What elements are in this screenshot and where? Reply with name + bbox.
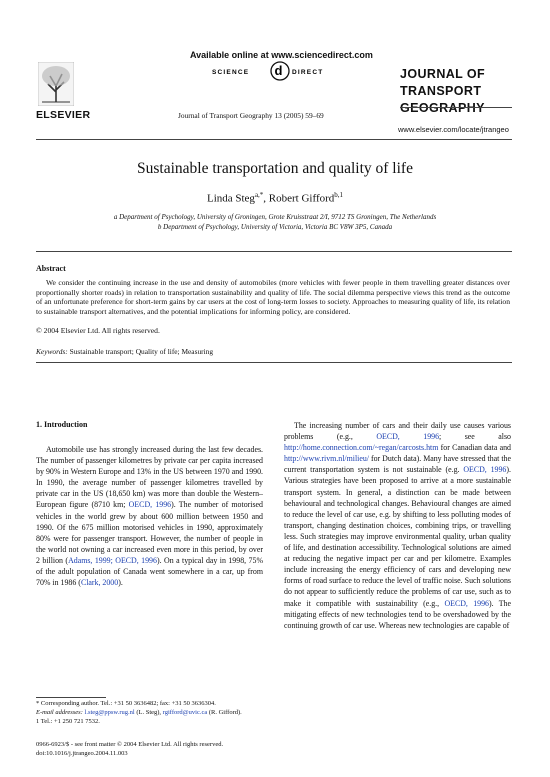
affiliations <box>40 212 510 232</box>
email-link[interactable]: l.steg@ppsw.rug.nl <box>82 709 135 716</box>
citation-link[interactable]: OECD, 1996 <box>128 500 172 510</box>
text-run: for Canadian data and <box>438 443 511 453</box>
text-run: ; see also <box>439 432 511 442</box>
sd-right-text: DIRECT <box>292 69 324 76</box>
sd-left-text: SCIENCE <box>212 69 250 76</box>
citation-link[interactable]: OECD, 1996 <box>376 432 440 442</box>
citation-link[interactable]: OECD, 1996 <box>444 598 489 608</box>
affiliation-a: a Department of Psychology, University of Groningen, Grote Kruisstraat 2/I, 9712 TS Groningen, The Netherlands <box>113 213 437 221</box>
citation-link[interactable]: Adams, 1999; OECD, 1996 <box>68 555 157 565</box>
keywords-label: Keywords: <box>36 347 68 356</box>
header-divider <box>400 107 512 108</box>
text-run: ). The number of motorised vehicles in the world grew by about 600 million between 1950 and 1990. Of the 675 million motorised vehicles in 1990, approximately 80% were for passenger transport. However, the number of people in the world not owning a car increased even more in this period, by over 2 billion ( <box>36 500 263 565</box>
bottom-info <box>36 740 223 758</box>
journal-citation: Journal of Transport Geography 13 (2005) 59–69 <box>178 111 324 120</box>
doi-line[interactable]: doi:10.1016/j.jtrangeo.2004.11.003 <box>36 750 128 757</box>
author-line <box>0 191 550 205</box>
text-run: The increasing number of cars and their daily use causes various problems (e.g., <box>284 421 511 442</box>
paragraph <box>284 420 511 631</box>
text-run: (L. Steg), <box>134 709 163 716</box>
author-separator: , <box>263 192 269 205</box>
abstract-bottom-rule <box>36 362 512 363</box>
abstract-top-rule <box>36 251 512 252</box>
svg-text:d: d <box>274 63 283 78</box>
section-heading: 1. Introduction <box>36 420 88 429</box>
email-label: E-mail addresses: <box>36 709 83 716</box>
abstract-heading: Abstract <box>36 264 66 273</box>
author-marker: a,* <box>254 191 264 199</box>
elsevier-tree-logo <box>38 62 74 106</box>
footnote-1: 1 Tel.: +1 250 721 7532. <box>36 718 100 725</box>
text-run: ). The mitigating effects of new technologies tend to be overshadowed by the continuing growth of car use. Whereas new technologies are capable of <box>284 598 512 630</box>
url-link[interactable]: http://www.rivm.nl/milieu/ <box>284 454 369 464</box>
footnote-corresponding: * Corresponding author. Tel.: +31 50 3636482; fax: +31 50 3636304. <box>36 700 216 707</box>
text-run: ). On a typical day in 1998, 75% of the adult population of Canada went somewhere in a car, up from 70% in 1986 ( <box>36 555 264 588</box>
affiliation-b: b Department of Psychology, University of Victoria, Victoria BC V8W 3P5, Canada <box>157 223 393 231</box>
text-run: ). <box>118 578 123 588</box>
issn-line: 0966-6923/$ - see front matter © 2004 Elsevier Ltd. All rights reserved. <box>36 741 224 748</box>
header-rule <box>36 139 512 140</box>
citation-link[interactable]: OECD, 1996 <box>463 465 507 475</box>
text-run: (R. Gifford). <box>207 709 242 716</box>
abstract-text: We consider the continuing increase in the use and density of automobiles (more vehicles with fewer people in them travelling greater distances over proportionally shorter roads) in relation to transportation sustainability and quality of life. The social dilemma perspective views this trend as the outcome of an unfortunate preference for short-term gains by car users at the cost of long-term losses to society. Approaches to measuring quality of life, its relation to sustainable transport alternatives, and the potential implications for informing policy, are considered. <box>36 278 510 316</box>
footnote-emails <box>36 708 268 717</box>
sciencedirect-logo <box>210 60 350 86</box>
abstract-copyright: © 2004 Elsevier Ltd. All rights reserved. <box>36 326 160 335</box>
right-column <box>284 420 511 631</box>
text-run: ). Various strategies have been proposed to arrive at a more sustainable transport system. In general, a distinction can be made between behavioural and technological changes. Behavioural changes are aimed to reduce the level of car use, e.g. by shifting to less polluting modes of transport, changing destination choices, combining trips, or travelling less. Such strategies may improve environmental quality, urban quality of life, and destination accessibility. Technological solutions are aimed at reducing the negative impact per car and per kilometre. Examples include increasing the energy efficiency of cars and developing new forms of road surface to reduce the level of traffic noise. Such solutions do not appear to sufficiently reduce the problems of car use, such as to make it compatible with sustainability (e.g., <box>284 465 511 608</box>
author-marker: b,1 <box>334 191 344 199</box>
author-name[interactable]: Robert Gifford <box>268 192 335 205</box>
publisher-name: ELSEVIER <box>36 109 91 121</box>
footnote-rule <box>36 697 106 698</box>
keywords-list: Sustainable transport; Quality of life; Measuring <box>67 347 214 356</box>
journal-url[interactable]: www.elsevier.com/locate/jtrangeo <box>398 125 509 134</box>
journal-title-line: GEOGRAPHY <box>400 101 485 115</box>
journal-title <box>400 66 485 117</box>
url-link[interactable]: http://home.connection.com/~regan/carcosts.htm <box>284 443 439 453</box>
citation-link[interactable]: Clark, 2000 <box>80 578 119 588</box>
paragraph <box>36 444 263 588</box>
footnotes <box>36 699 268 726</box>
text-run: Automobile use has strongly increased during the last few decades. The number of passenger kilometres by private car per capita increased by 90% in Western Europe and 13% in the US between 1970 and 1990. In 1990, the average number of passenger kilometres travelled by private car in the US (18,650 km) was more than double the Western–European figure (8710 km; <box>36 445 263 510</box>
left-column <box>36 444 263 588</box>
article-title: Sustainable transportation and quality of life <box>137 160 413 177</box>
available-online-text: Available online at www.sciencedirect.com <box>190 50 373 60</box>
email-link[interactable]: rgifford@uvic.ca <box>162 709 208 716</box>
text-run: for Dutch data). Many have stressed that the current transportation system is not sustainable (e.g. <box>284 454 511 475</box>
author-name[interactable]: Linda Steg <box>206 192 255 205</box>
journal-title-line: JOURNAL OF <box>400 67 486 81</box>
journal-title-line: TRANSPORT <box>400 84 482 98</box>
keywords <box>36 347 213 356</box>
